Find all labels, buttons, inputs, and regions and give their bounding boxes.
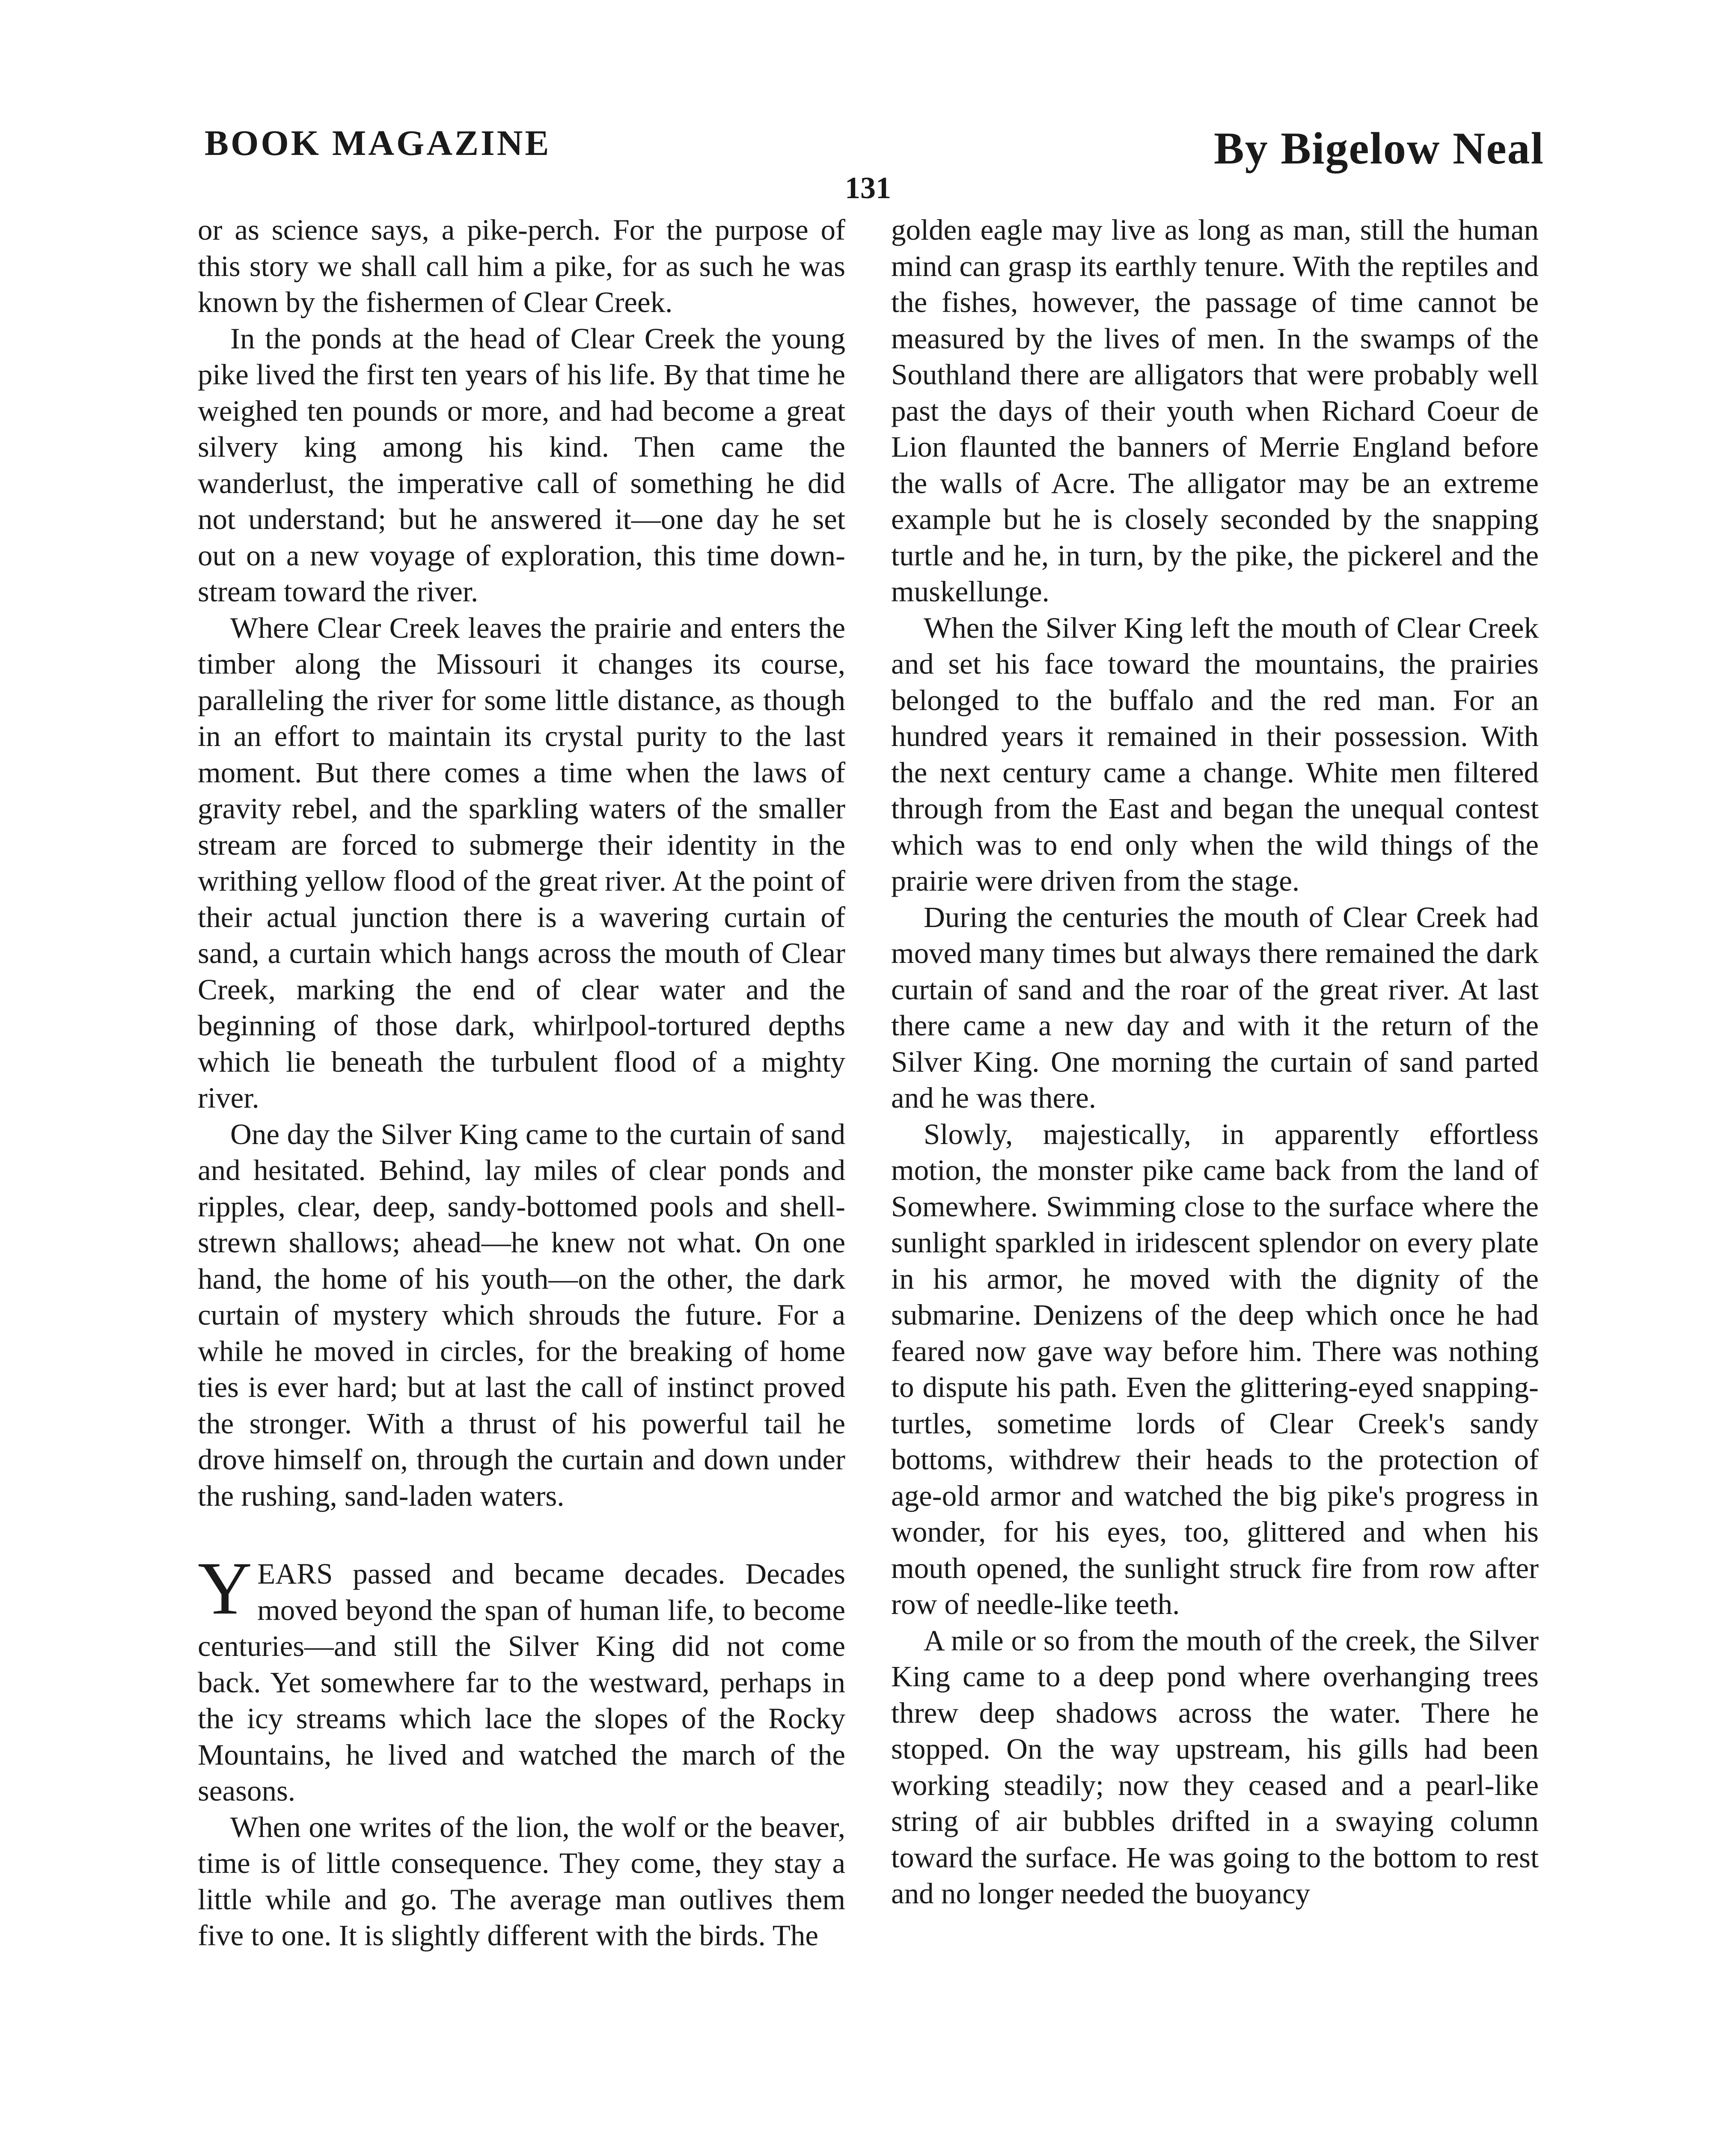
section-opening-text: EARS passed and became decades. Decades moved beyond the span of human life, to become centuries—and still the Silver King did not come back. Yet somewhere far to the westward, perhaps in the icy streams which lace the slopes of the Rocky Mountains, he lived and watched the march of the seasons. <box>198 1557 845 1807</box>
paragraph: golden eagle may live as long as man, still the human mind can grasp its earthly tenure. With the reptiles and the fishes, however, the passage of time cannot be measured by the lives of men. In the swamps of the Southland there are alligators that were probably well past the days of their youth when Richard Coeur de Lion flaunted the banners of Merrie England before the walls of Acre. The alligator may be an extreme example but he is closely seconded by the snapping turtle and he, in turn, by the pike, the pickerel and the muskellunge. <box>891 214 1539 608</box>
drop-cap: Y <box>198 1547 253 1630</box>
paragraph: Slowly, majestically, in apparently effortless motion, the monster pike came back from the land of Somewhere. Swimming close to the surface where the sunlight sparkled in iridescent splendor on every plate in his armor, he moved with the dignity of the submarine. Denizens of the deep which once he had feared now gave way before him. There was nothing to dispute his path. Even the glittering-eyed snapping-turtles, sometime lords of Clear Creek's sandy bottoms, withdrew their heads to the protection of age-old armor and watched the big pike's progress in wonder, for his eyes, too, glittered and when his mouth opened, the sunlight struck fire from row after row of needle-like teeth. <box>891 1118 1539 1620</box>
paragraph: Where Clear Creek leaves the prairie and enters the timber along the Missouri it changes its course, paralleling the river for some little distance, as though in an effort to maintain its crystal purity to the last moment. But there comes a time when the laws of gravity rebel, and the sparkling waters of the smaller stream are forced to submerge their identity in the writhing yellow flood of the great river. At the point of their actual junction there is a wavering curtain of sand, a curtain which hangs across the mouth of Clear Creek, marking the end of clear water and the beginning of those dark, whirlpool-tortured depths which lie beneath the turbulent flood of a mighty river. <box>198 611 845 1114</box>
left-column <box>198 212 845 1954</box>
page-number: 131 <box>845 171 891 205</box>
paragraph: or as science says, a pike-perch. For the purpose of this story we shall call him a pike, for as such he was known by the fishermen of Clear Creek. <box>198 214 845 318</box>
paragraph: A mile or so from the mouth of the creek, the Silver King came to a deep pond where overhanging trees threw deep shadows across the water. There he stopped. On the way upstream, his gills had been working steadily; now they ceased and a pearl-like string of air bubbles drifted in a swaying column toward the surface. He was going to the bottom to rest and no longer needed the buoyancy <box>891 1624 1539 1910</box>
magazine-title: BOOK MAGAZINE <box>205 123 551 163</box>
paragraph: During the centuries the mouth of Clear Creek had moved many times but always there remained the dark curtain of sand and the roar of the great river. At last there came a new day and with it the return of the Silver King. One morning the curtain of sand parted and he was there. <box>891 901 1539 1114</box>
paragraph: When the Silver King left the mouth of Clear Creek and set his face toward the mountains, the prairies belonged to the buffalo and the red man. For an hundred years it remained in their possession. With the next century came a change. White men filtered through from the East and began the unequal contest which was to end only when the wild things of the prairie were driven from the stage. <box>891 611 1539 897</box>
paragraph: In the ponds at the head of Clear Creek the young pike lived the first ten years of his life. By that time he weighed ten pounds or more, and had become a great silvery king among his kind. Then came the wanderlust, the imperative call of something he did not understand; but he answered it—one day he set out on a new voyage of exploration, this time down-stream toward the river. <box>198 322 845 608</box>
paragraph: When one writes of the lion, the wolf or the beaver, time is of little consequence. They come, they stay a little while and go. The average man outlives them five to one. It is slightly different with the birds. The <box>198 1810 845 1952</box>
author-byline: By Bigelow Neal <box>1214 123 1544 173</box>
right-column <box>891 212 1539 1912</box>
paragraph: One day the Silver King came to the curtain of sand and hesitated. Behind, lay miles of clear ponds and ripples, clear, deep, sandy-bottomed pools and shell-strewn shallows; ahead—he knew not what. On one hand, the home of his youth—on the other, the dark curtain of mystery which shrouds the future. For a while he moved in circles, for the breaking of home ties is ever hard; but at last the call of instinct proved the stronger. With a thrust of his powerful tail he drove himself on, through the curtain and down under the rushing, sand-laden waters. <box>198 1118 845 1512</box>
section-opening-paragraph <box>198 1547 845 1809</box>
